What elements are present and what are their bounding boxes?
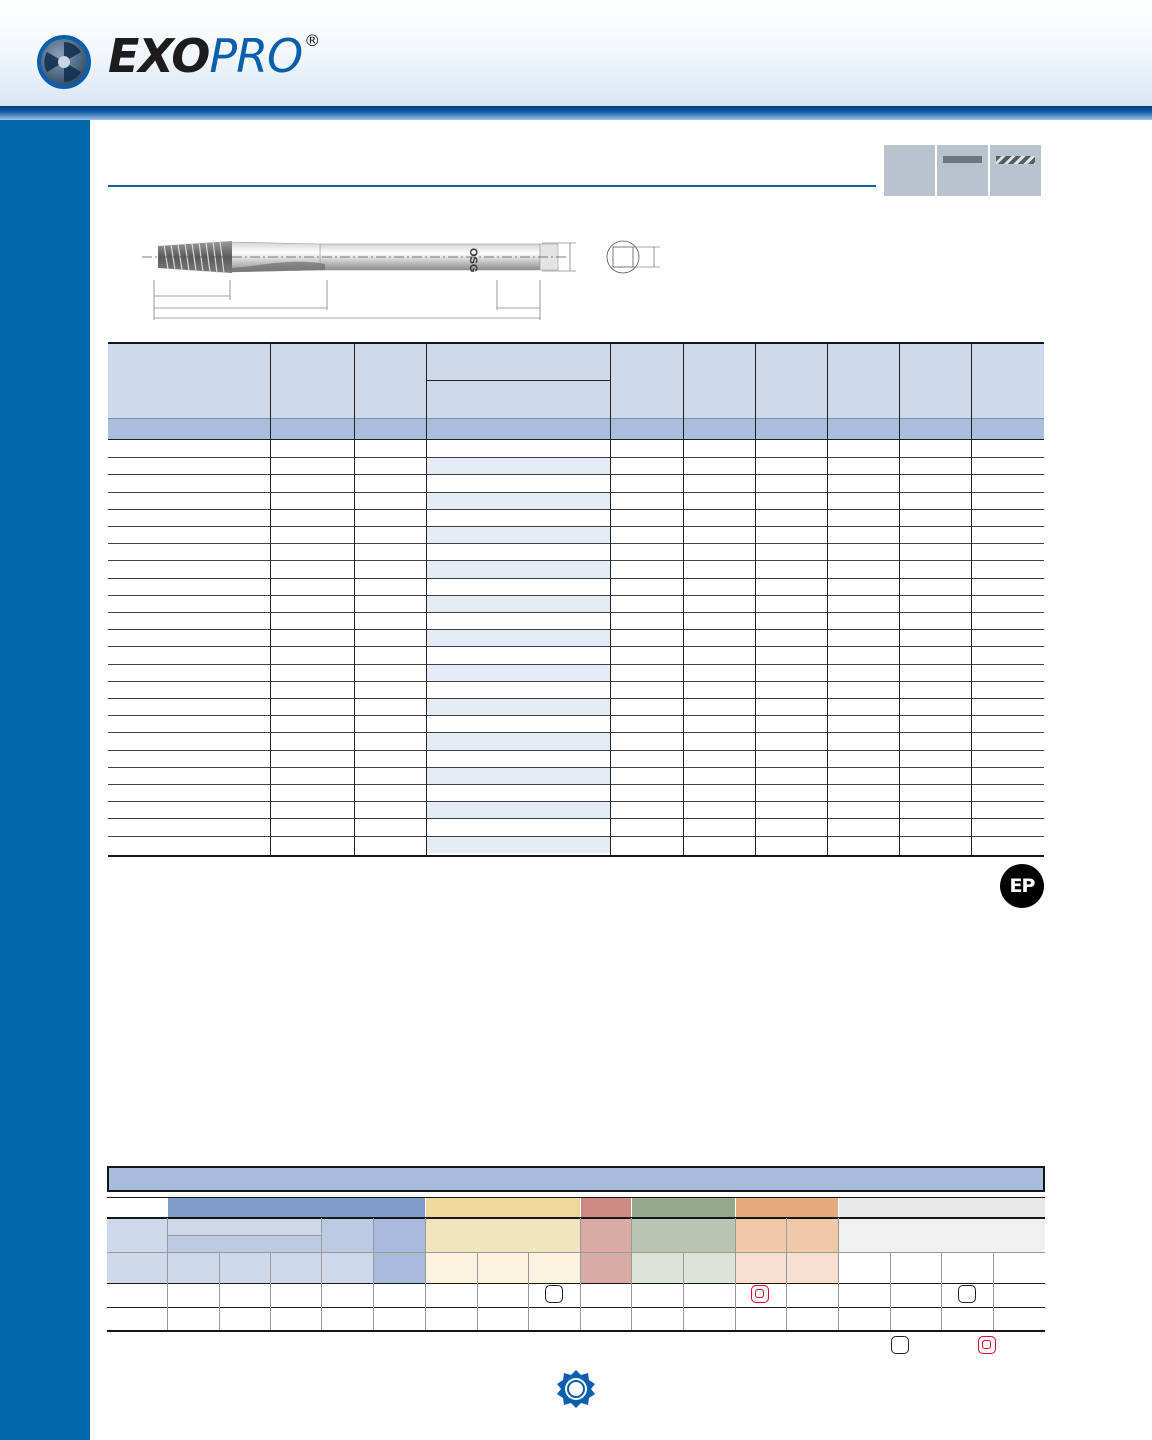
gear-logo-icon	[36, 34, 92, 90]
wordmark-pro: PRO	[209, 29, 303, 83]
registered-mark: ®	[304, 31, 320, 50]
tap-drawing	[140, 228, 680, 328]
exopro-wordmark	[108, 30, 319, 82]
shank-marking: OSG	[467, 248, 479, 273]
osg-logo-icon	[556, 1369, 596, 1409]
blind-hole-icon	[884, 145, 935, 196]
legend-recommended-icon	[978, 1336, 996, 1354]
spiral-flute-icon	[990, 145, 1041, 196]
spec-table-subheader	[108, 418, 1044, 440]
left-sidebar	[0, 120, 90, 1440]
spec-table	[108, 342, 1044, 857]
through-hole-icon	[937, 145, 988, 196]
suitable-mark-icon	[545, 1285, 563, 1303]
suitable-mark-icon	[958, 1285, 976, 1303]
wordmark-exo: EXO	[108, 29, 210, 83]
recommended-mark-icon	[751, 1285, 769, 1303]
material-table	[107, 1166, 1045, 1332]
page-header	[0, 0, 1152, 108]
legend-suitable-icon	[891, 1336, 909, 1354]
title-rule	[108, 185, 876, 187]
header-band	[0, 106, 1152, 120]
ep-badge: EP	[1000, 864, 1044, 908]
